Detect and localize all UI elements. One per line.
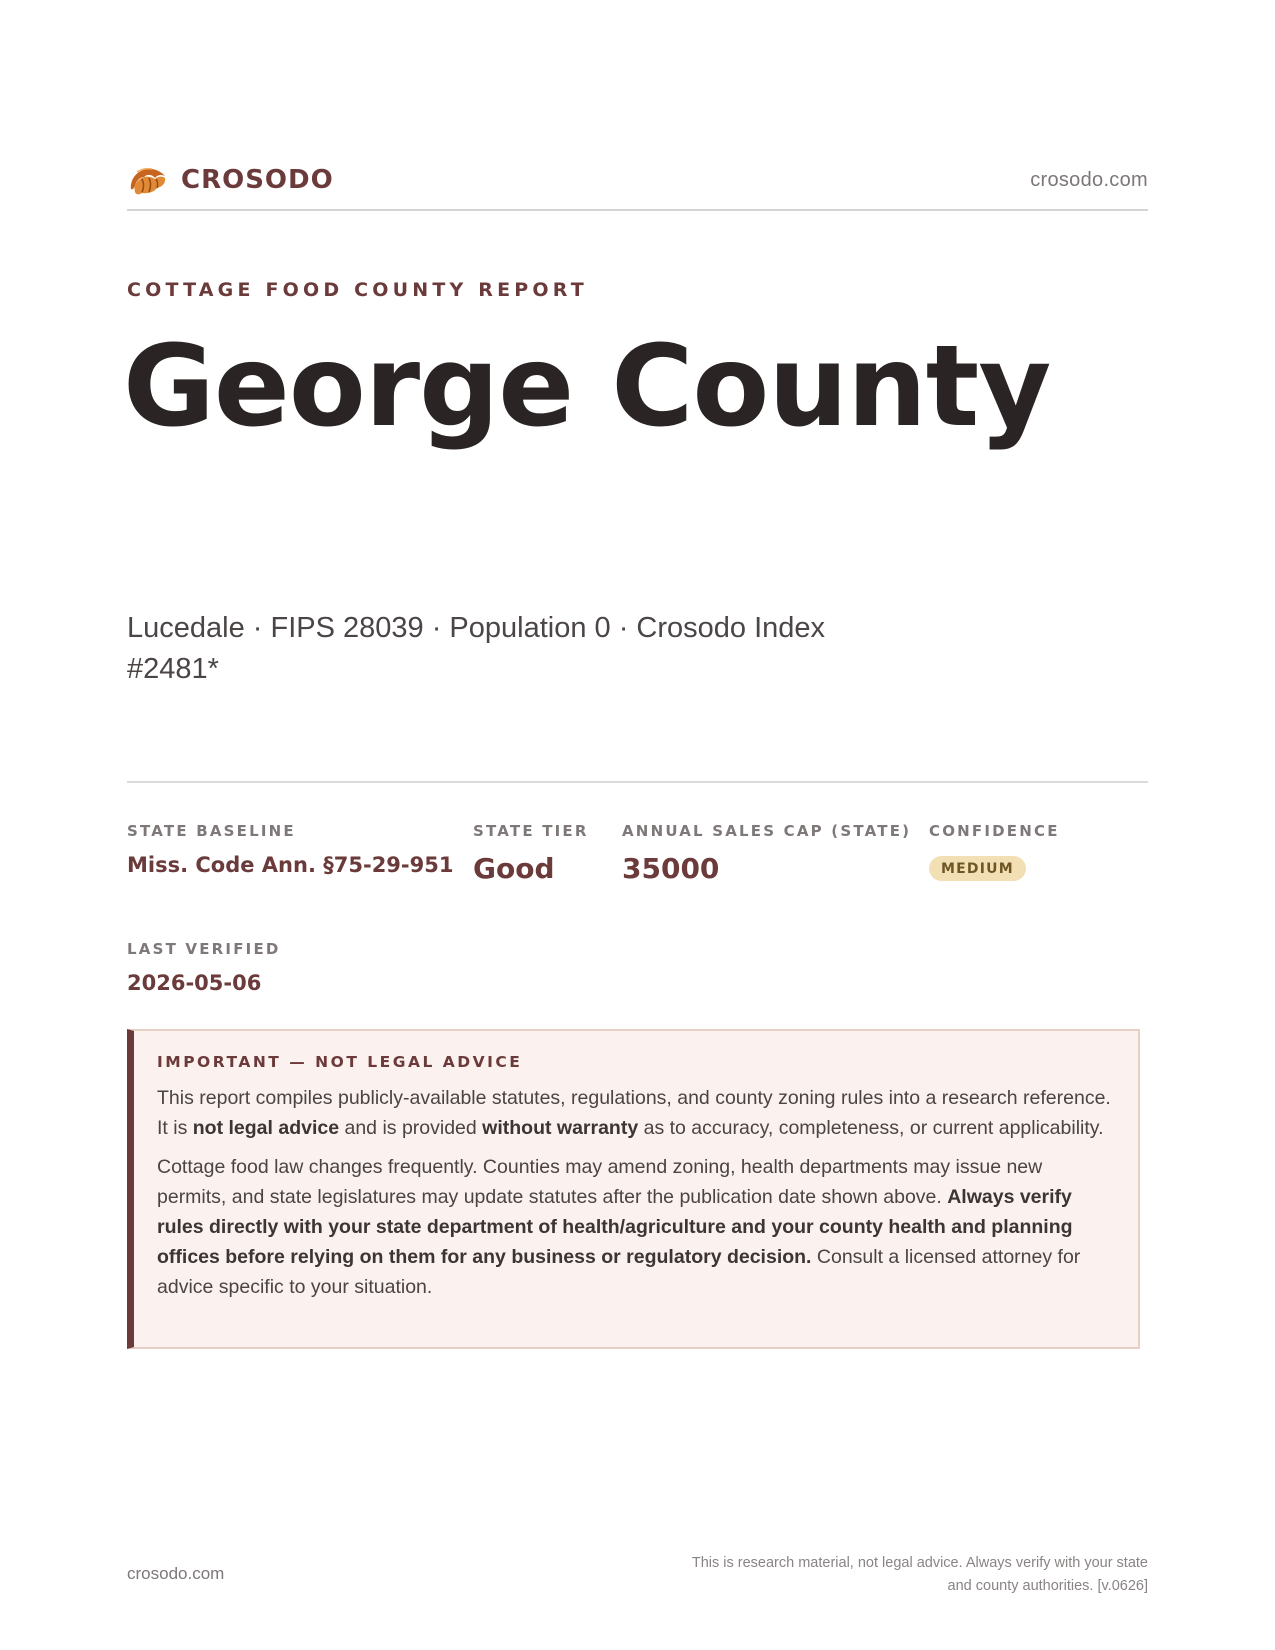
notice-text: and is provided — [339, 1117, 483, 1139]
brand-name: CROSODO — [181, 165, 334, 195]
stat-label: STATE BASELINE — [127, 822, 296, 840]
stat-value: 2026-05-06 — [127, 971, 262, 995]
header-domain-link[interactable]: crosodo.com — [1030, 168, 1148, 191]
stat-label: ANNUAL SALES CAP (STATE) — [622, 822, 912, 840]
notice-emphasis: Always verify rules directly with your state department of health/agriculture and your county health and planning offices before relying on them for any business or regulatory decision. — [157, 1186, 1073, 1268]
brand[interactable] — [127, 159, 334, 201]
footer-disclaimer — [628, 1552, 1148, 1598]
notice-emphasis: without warranty — [482, 1117, 639, 1139]
stat-state-baseline — [127, 822, 453, 877]
stat-sales-cap — [622, 822, 911, 885]
stat-label: CONFIDENCE — [929, 822, 1060, 840]
notice-text: as to accuracy, completeness, or current applicability. — [638, 1117, 1104, 1139]
stat-value: 35000 — [622, 852, 720, 885]
footer-disclaimer-line: and county authorities. [v.0626] — [947, 1578, 1148, 1594]
notice-paragraph — [157, 1083, 1114, 1143]
stat-label: LAST VERIFIED — [127, 940, 281, 958]
stat-label: STATE TIER — [473, 822, 589, 840]
stat-value: Miss. Code Ann. §75-29-951 — [127, 853, 454, 877]
legal-notice — [127, 1029, 1140, 1349]
page-title: George County — [123, 322, 1051, 452]
stat-confidence — [929, 822, 1060, 881]
notice-heading: IMPORTANT — NOT LEGAL ADVICE — [157, 1053, 523, 1071]
croissant-icon — [127, 159, 169, 201]
report-eyebrow: COTTAGE FOOD COUNTY REPORT — [127, 279, 588, 301]
section-divider — [127, 781, 1148, 783]
notice-text: Consult a licensed attorney for advice specific to your situation. — [157, 1246, 1081, 1298]
stat-last-verified — [127, 940, 281, 995]
footer-disclaimer-line: This is research material, not legal advice. Always verify with your state — [691, 1555, 1148, 1571]
confidence-badge: MEDIUM — [929, 856, 1026, 881]
stat-value: Good — [473, 852, 555, 885]
notice-text: This report compiles publicly-available statutes, regulations, and county zoning rules into a research reference. It is — [157, 1087, 1111, 1139]
page-header — [127, 158, 1148, 202]
header-divider — [127, 209, 1148, 211]
footer-domain-link[interactable]: crosodo.com — [127, 1564, 225, 1583]
notice-text: Cottage food law changes frequently. Counties may amend zoning, health departments may issue new permits, and state legislatures may update statutes after the publication date shown above. — [157, 1156, 1043, 1208]
report-subtitle: Lucedale · FIPS 28039 · Population 0 · Crosodo Index #2481* — [127, 612, 826, 685]
notice-paragraph — [157, 1152, 1114, 1302]
stat-state-tier — [473, 822, 589, 885]
notice-emphasis: not legal advice — [192, 1117, 340, 1139]
report-page — [123, 0, 1148, 1650]
